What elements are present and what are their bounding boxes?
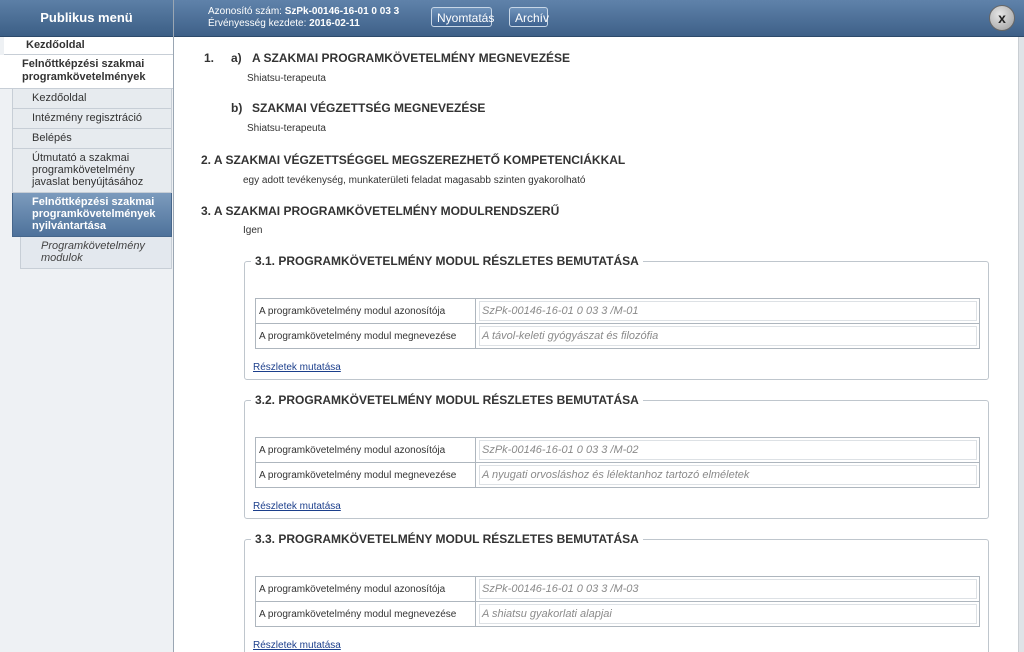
id-label: Azonosító szám: (208, 6, 282, 17)
show-details-link[interactable]: Részletek mutatása (253, 640, 341, 651)
scrollbar[interactable] (1018, 37, 1024, 652)
table-row (256, 463, 980, 488)
module-table (255, 298, 980, 349)
module-id-label: A programkövetelmény modul azonosítója (256, 577, 476, 602)
table-row (256, 438, 980, 463)
valid-from-value: 2016-02-11 (309, 18, 360, 29)
module-panel (244, 254, 989, 380)
table-row (256, 299, 980, 324)
section-1b-value: Shiatsu-terapeuta (247, 123, 326, 134)
module-id-field[interactable]: SzPk-00146-16-01 0 03 3 /M-01 (479, 301, 977, 321)
sidebar-subitem-institution-registration[interactable]: Intézmény regisztráció (12, 109, 172, 129)
archive-button[interactable]: Archív (509, 7, 548, 27)
table-row (256, 577, 980, 602)
valid-from-label: Érvényesség kezdete: (208, 18, 307, 29)
section-1b-title: SZAKMAI VÉGZETTSÉG MEGNEVEZÉSE (252, 101, 486, 115)
print-button[interactable]: Nyomtatás (431, 7, 492, 27)
document-info (208, 6, 399, 30)
table-row (256, 602, 980, 627)
section-1-number: 1. (204, 51, 215, 65)
module-name-field[interactable]: A nyugati orvosláshoz és lélektanhoz tartozó elméletek (479, 465, 977, 485)
sidebar-subitem-guide[interactable]: Útmutató a szakmai programkövetelmény javaslat benyújtásához (12, 149, 172, 193)
sidebar-title: Publikus menü (0, 0, 173, 37)
sidebar-item-adult-education-requirements[interactable]: Felnőttképzési szakmai programkövetelmények (0, 55, 173, 89)
close-button[interactable]: x (989, 5, 1015, 31)
section-1a-value: Shiatsu-terapeuta (247, 73, 326, 84)
section-1a-letter: a) (231, 51, 242, 65)
sidebar-item-home[interactable]: Kezdőoldal (4, 37, 173, 55)
sidebar-subitem-registry[interactable]: Felnőttképzési szakmai programkövetelmények nyilvántartása (12, 193, 172, 237)
main-content (175, 37, 1018, 652)
top-header (174, 0, 1024, 37)
module-table (255, 437, 980, 488)
module-id-field[interactable]: SzPk-00146-16-01 0 03 3 /M-02 (479, 440, 977, 460)
public-menu-sidebar (0, 0, 174, 652)
module-id-field[interactable]: SzPk-00146-16-01 0 03 3 /M-03 (479, 579, 977, 599)
module-title: 3.2. PROGRAMKÖVETELMÉNY MODUL RÉSZLETES BEMUTATÁSA (255, 393, 639, 407)
module-id-label: A programkövetelmény modul azonosítója (256, 299, 476, 324)
module-panel (244, 532, 989, 652)
module-table (255, 576, 980, 627)
section-1a-title: A SZAKMAI PROGRAMKÖVETELMÉNY MEGNEVEZÉSE (252, 51, 571, 65)
module-title: 3.3. PROGRAMKÖVETELMÉNY MODUL RÉSZLETES BEMUTATÁSA (255, 532, 639, 546)
table-row (256, 324, 980, 349)
show-details-link[interactable]: Részletek mutatása (253, 501, 341, 512)
section-2-value: egy adott tevékenység, munkaterületi feladat magasabb szinten gyakorolható (243, 175, 586, 186)
module-title: 3.1. PROGRAMKÖVETELMÉNY MODUL RÉSZLETES BEMUTATÁSA (255, 254, 639, 268)
section-3-title: 3. A SZAKMAI PROGRAMKÖVETELMÉNY MODULRENDSZERŰ (201, 204, 560, 218)
module-panel (244, 393, 989, 519)
id-value: SzPk-00146-16-01 0 03 3 (284, 6, 400, 17)
sidebar-subitem-modules[interactable]: Programkövetelmény modulok (20, 237, 172, 269)
sidebar-subitem-login[interactable]: Belépés (12, 129, 172, 149)
section-3-value: Igen (243, 225, 263, 236)
section-1b-letter: b) (231, 101, 243, 115)
module-name-field[interactable]: A távol-keleti gyógyászat és filozófia (479, 326, 977, 346)
module-name-label: A programkövetelmény modul megnevezése (256, 602, 476, 627)
module-name-label: A programkövetelmény modul megnevezése (256, 324, 476, 349)
module-name-label: A programkövetelmény modul megnevezése (256, 463, 476, 488)
module-name-field[interactable]: A shiatsu gyakorlati alapjai (479, 604, 977, 624)
section-2-title: 2. A SZAKMAI VÉGZETTSÉGGEL MEGSZEREZHETŐ KOMPETENCIÁKKAL (201, 153, 626, 167)
show-details-link[interactable]: Részletek mutatása (253, 362, 341, 373)
module-id-label: A programkövetelmény modul azonosítója (256, 438, 476, 463)
sidebar-subitem-home[interactable]: Kezdőoldal (12, 89, 172, 109)
